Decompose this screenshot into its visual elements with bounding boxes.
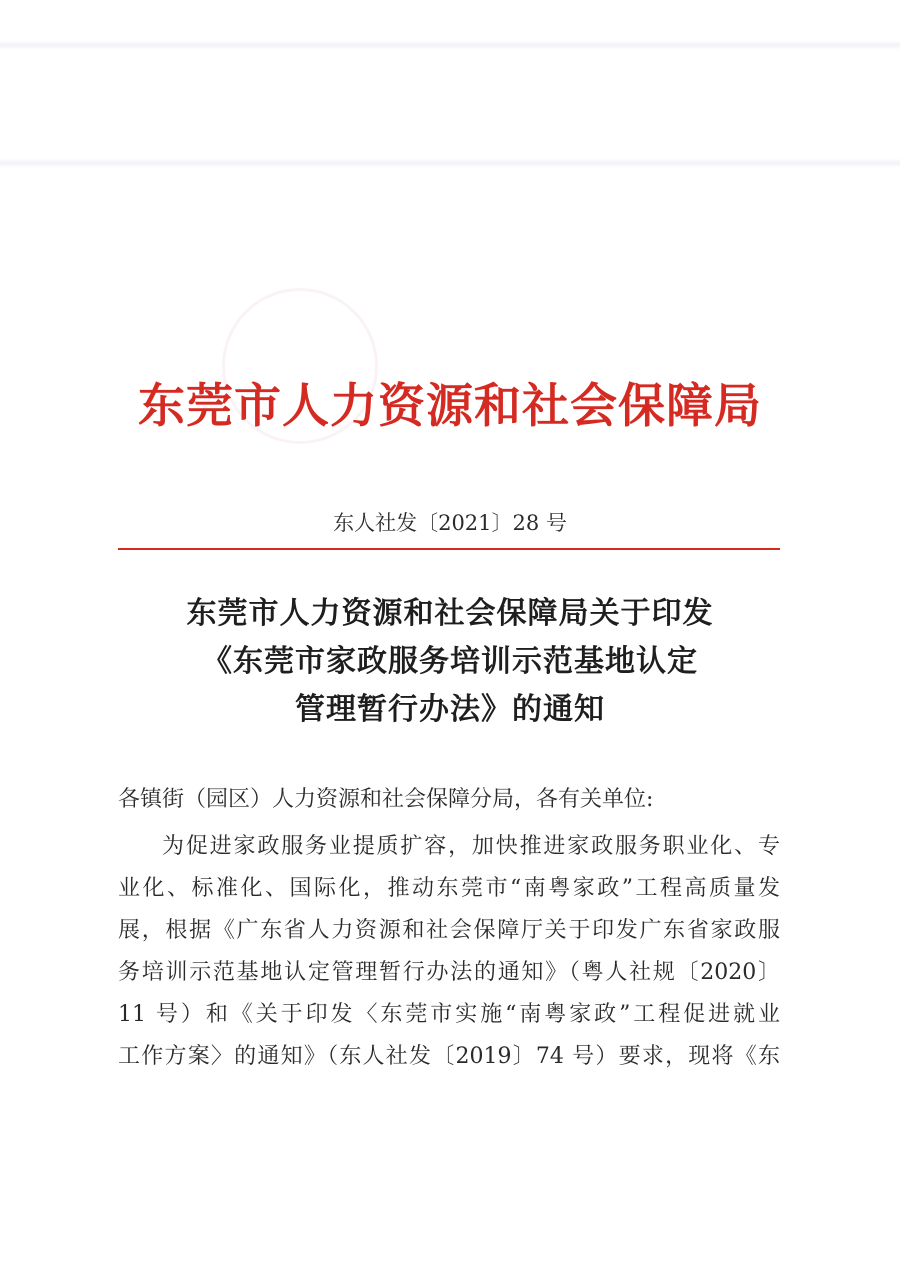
title-line: 管理暂行办法》的通知 xyxy=(295,692,605,727)
scan-artifact-band xyxy=(0,40,900,50)
issuer-header: 东莞市人力资源和社会保障局 xyxy=(138,379,762,434)
title-line: 东莞市人力资源和社会保障局关于印发 xyxy=(186,596,714,631)
red-divider-line xyxy=(118,548,780,550)
document-title xyxy=(100,590,800,734)
body-line: 工作方案〉的通知》（东人社发〔2019〕74 号）要求，现将《东 xyxy=(118,1044,780,1069)
body-line: 11 号）和《关于印发〈东莞市实施“南粤家政”工程促进就业 xyxy=(118,1002,780,1027)
scan-artifact-band xyxy=(0,158,900,168)
document-number: 东人社发〔2021〕28 号 xyxy=(333,511,567,535)
salutation: 各镇街（园区）人力资源和社会保障分局，各有关单位: xyxy=(118,787,654,812)
body-line: 为促进家政服务业提质扩容，加快推进家政服务职业化、专 xyxy=(162,834,780,859)
body-paragraph xyxy=(118,826,780,1078)
title-line: 《东莞市家政服务培训示范基地认定 xyxy=(202,644,698,679)
body-line: 展，根据《广东省人力资源和社会保障厅关于印发广东省家政服 xyxy=(118,918,780,943)
body-line: 务培训示范基地认定管理暂行办法的通知》（粤人社规〔2020〕 xyxy=(118,960,780,985)
body-line: 业化、标准化、国际化，推动东莞市“南粤家政”工程高质量发 xyxy=(118,876,780,901)
